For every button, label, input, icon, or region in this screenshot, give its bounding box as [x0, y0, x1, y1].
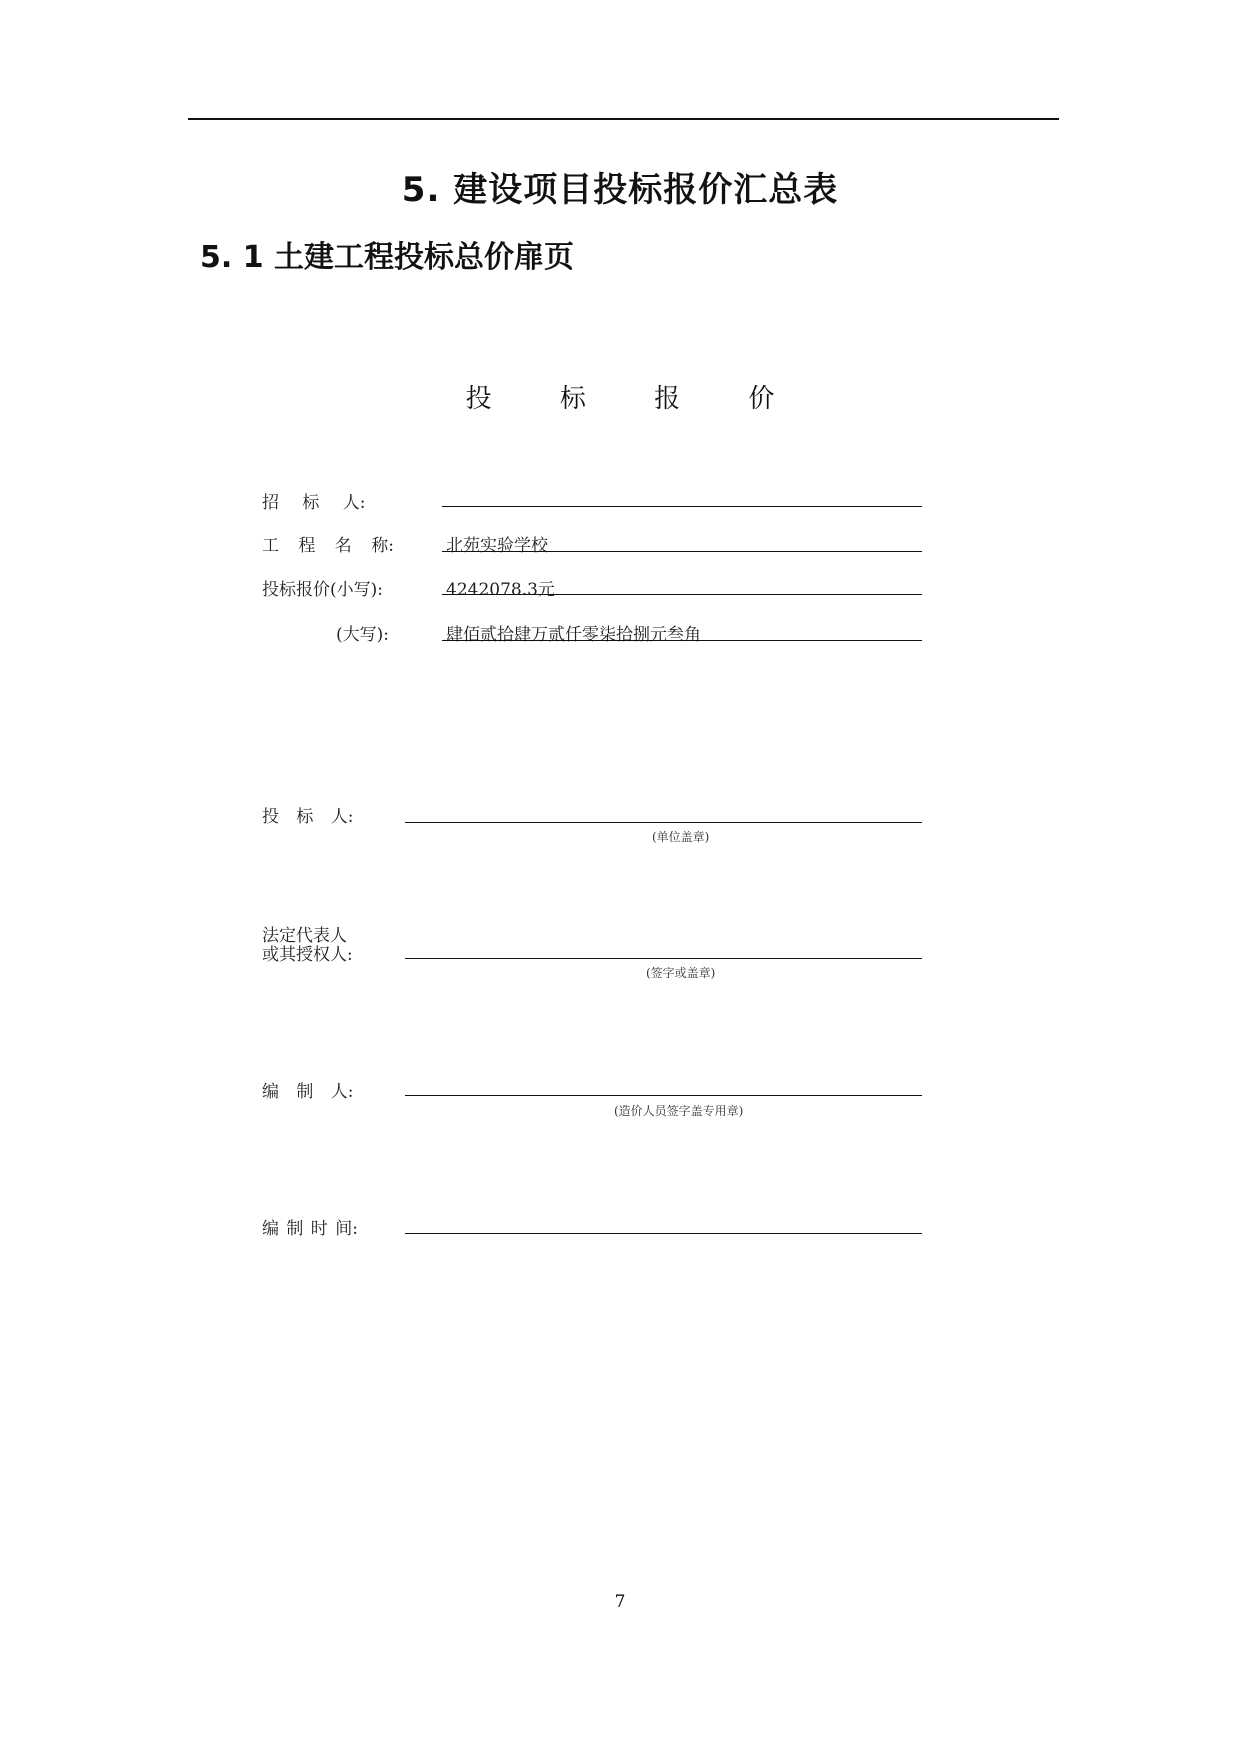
project-name-line[interactable] [442, 551, 922, 552]
bidder-line[interactable] [405, 822, 922, 823]
price-small-label: 投标报价(小写): [262, 580, 383, 600]
legal-rep-note: (签字或盖章) [646, 966, 716, 980]
preparer-line[interactable] [405, 1095, 922, 1096]
prep-time-label: 编 制 时 间: [262, 1219, 358, 1239]
preparer-note: (造价人员签字盖专用章) [614, 1104, 744, 1118]
project-name-value: 北苑实验学校 [446, 536, 548, 556]
bidder-label: 投 标 人: [262, 807, 354, 827]
price-small-line[interactable] [442, 594, 922, 595]
legal-rep-label-line1: 法定代表人 [262, 926, 347, 946]
legal-rep-label-line2: 或其授权人: [262, 945, 353, 965]
prep-time-line[interactable] [405, 1233, 922, 1234]
legal-rep-line[interactable] [405, 958, 922, 959]
page-number: 7 [614, 1592, 626, 1612]
price-large-value: 肆佰贰拾肆万贰仟零柒拾捌元叁角 [446, 625, 701, 645]
preparer-label: 编 制 人: [262, 1082, 354, 1102]
tenderer-line[interactable] [442, 506, 922, 507]
price-large-label: (大写): [336, 625, 389, 645]
header-rule [188, 118, 1059, 120]
tenderer-label: 招 标 人: [262, 493, 366, 513]
price-small-value: 4242078.3元 [446, 580, 555, 600]
form-title: 投 标 报 价 [465, 384, 805, 414]
bidder-note: (单位盖章) [652, 830, 710, 844]
project-name-label: 工 程 名 称: [262, 536, 394, 556]
price-large-line[interactable] [442, 640, 922, 641]
section-title: 5. 1 土建工程投标总价扉页 [200, 240, 575, 275]
chapter-title: 5. 建设项目投标报价汇总表 [401, 170, 839, 210]
